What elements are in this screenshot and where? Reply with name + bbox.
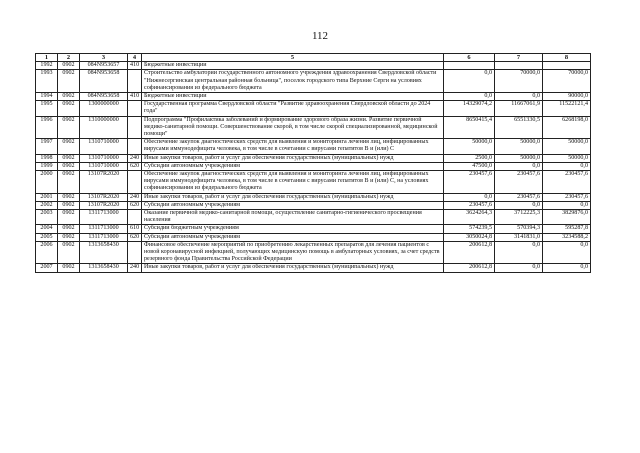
table-row [36, 154, 591, 162]
amount-year-2: 0,0 [495, 201, 543, 209]
target-article-code: 13107R2020 [80, 171, 128, 194]
section-code: 0902 [58, 101, 80, 116]
row-number: 2003 [36, 210, 58, 225]
row-number: 2004 [36, 225, 58, 233]
row-number: 2005 [36, 233, 58, 241]
row-name: Субсидии автономным учреждениям [142, 162, 444, 170]
amount-year-2: 11667061,9 [495, 101, 543, 116]
section-code: 0902 [58, 62, 80, 70]
amount-year-1: 230457,6 [444, 171, 495, 194]
amount-year-3: 90000,0 [543, 93, 591, 101]
table-row [36, 116, 591, 139]
amount-year-3: 0,0 [543, 264, 591, 272]
row-number: 1993 [36, 70, 58, 93]
amount-year-1: 574239,5 [444, 225, 495, 233]
amount-year-3: 3234588,2 [543, 233, 591, 241]
target-article-code: 1311713000 [80, 233, 128, 241]
amount-year-1: 0,0 [444, 70, 495, 93]
section-code: 0902 [58, 225, 80, 233]
row-number: 1999 [36, 162, 58, 170]
row-name: Государственная программа Свердловской области "Развитие здравоохранения Свердловской области до 2024 года" [142, 101, 444, 116]
amount-year-1: 3050024,8 [444, 233, 495, 241]
budget-table [35, 53, 591, 273]
amount-year-1: 0,0 [444, 93, 495, 101]
section-code: 0902 [58, 201, 80, 209]
row-number: 2002 [36, 201, 58, 209]
amount-year-2: 570394,3 [495, 225, 543, 233]
section-code: 0902 [58, 116, 80, 139]
amount-year-2: 0,0 [495, 241, 543, 264]
column-header: 4 [128, 54, 142, 62]
amount-year-1 [444, 62, 495, 70]
table-row [36, 193, 591, 201]
amount-year-3: 0,0 [543, 241, 591, 264]
column-header: 3 [80, 54, 128, 62]
section-code: 0902 [58, 162, 80, 170]
row-number: 2000 [36, 171, 58, 194]
section-code: 0902 [58, 193, 80, 201]
expense-type-code [128, 241, 142, 264]
expense-type-code [128, 101, 142, 116]
amount-year-2: 50000,0 [495, 139, 543, 154]
row-number: 1997 [36, 139, 58, 154]
amount-year-3: 230457,6 [543, 193, 591, 201]
row-name: Субсидии бюджетным учреждениям [142, 225, 444, 233]
target-article-code: 1310710000 [80, 162, 128, 170]
amount-year-3: 0,0 [543, 162, 591, 170]
amount-year-3: 50000,0 [543, 139, 591, 154]
table-row [36, 162, 591, 170]
table-row [36, 101, 591, 116]
amount-year-3: 70000,0 [543, 70, 591, 93]
row-number: 1995 [36, 101, 58, 116]
expense-type-code: 620 [128, 162, 142, 170]
table-row [36, 201, 591, 209]
column-header: 5 [142, 54, 444, 62]
target-article-code: 1311713000 [80, 225, 128, 233]
expense-type-code: 240 [128, 264, 142, 272]
column-header: 1 [36, 54, 58, 62]
section-code: 0902 [58, 154, 80, 162]
row-name: Строительство амбулатории государственного автономного учреждения здравоохранения Свердловской области "Нижнесергинская центральная районная больница", поселок городского типа Верхние Серги на условиях софинансирования из федерального бюджета [142, 70, 444, 93]
row-number: 1992 [36, 62, 58, 70]
target-article-code: 1313658430 [80, 241, 128, 264]
row-name: Иные закупки товаров, работ и услуг для обеспечения государственных (муниципальных) нужд [142, 264, 444, 272]
amount-year-2: 230457,6 [495, 171, 543, 194]
row-name: Обеспечение закупок диагностических средств для выявления и мониторинга лечения лиц, инфицированных вирусами иммунодефицита человека, в том числе в сочетании с вирусами гепатитов B и (или) C, на условиях софинансирования из федерального бюджета [142, 171, 444, 194]
row-name: Бюджетные инвестиции [142, 93, 444, 101]
expense-type-code: 620 [128, 233, 142, 241]
amount-year-2: 50000,0 [495, 154, 543, 162]
table-row [36, 210, 591, 225]
row-name: Бюджетные инвестиции [142, 62, 444, 70]
expense-type-code [128, 70, 142, 93]
section-code: 0902 [58, 233, 80, 241]
expense-type-code: 240 [128, 154, 142, 162]
amount-year-2: 70000,0 [495, 70, 543, 93]
table-row [36, 233, 591, 241]
amount-year-1: 230457,6 [444, 201, 495, 209]
row-name: Иные закупки товаров, работ и услуг для обеспечения государственных (муниципальных) нужд [142, 154, 444, 162]
target-article-code: 1310710000 [80, 154, 128, 162]
table-row [36, 171, 591, 194]
amount-year-3: 0,0 [543, 201, 591, 209]
table-row [36, 225, 591, 233]
amount-year-2: 0,0 [495, 264, 543, 272]
section-code: 0902 [58, 70, 80, 93]
column-header: 8 [543, 54, 591, 62]
amount-year-1: 0,0 [444, 193, 495, 201]
amount-year-2 [495, 62, 543, 70]
amount-year-2: 230457,6 [495, 193, 543, 201]
expense-type-code: 410 [128, 93, 142, 101]
expense-type-code [128, 139, 142, 154]
row-number: 1996 [36, 116, 58, 139]
table-row [36, 70, 591, 93]
row-name: Подпрограмма "Профилактика заболеваний и формирование здорового образа жизни. Развитие первичной медико-санитарной помощи. Совершенствование скорой, в том числе скорой специализированной, медицинской помощи" [142, 116, 444, 139]
target-article-code: 084N953658 [80, 93, 128, 101]
amount-year-3: 3829876,0 [543, 210, 591, 225]
expense-type-code: 620 [128, 201, 142, 209]
row-number: 1994 [36, 93, 58, 101]
row-number: 2007 [36, 264, 58, 272]
page-number: 112 [311, 30, 329, 42]
row-number: 2001 [36, 193, 58, 201]
section-code: 0902 [58, 171, 80, 194]
target-article-code: 1313658430 [80, 264, 128, 272]
amount-year-1: 200612,8 [444, 264, 495, 272]
row-name: Субсидии автономным учреждениям [142, 233, 444, 241]
target-article-code: 1311713000 [80, 210, 128, 225]
amount-year-1: 50000,0 [444, 139, 495, 154]
target-article-code: 13107R2020 [80, 201, 128, 209]
row-number: 1998 [36, 154, 58, 162]
row-name: Финансовое обеспечение мероприятий по приобретению лекарственных препаратов для лечения пациентов с новой коронавирусной инфекцией, получающих медицинскую помощь в амбулаторных условиях, за счет средств резервного фонда Правительства Российской Федерации [142, 241, 444, 264]
target-article-code: 1310710000 [80, 139, 128, 154]
amount-year-2: 6551330,5 [495, 116, 543, 139]
amount-year-3: 6268198,0 [543, 116, 591, 139]
expense-type-code: 240 [128, 193, 142, 201]
amount-year-3 [543, 62, 591, 70]
table-row [36, 139, 591, 154]
table-row [36, 264, 591, 272]
target-article-code: 084N953658 [80, 70, 128, 93]
section-code: 0902 [58, 264, 80, 272]
section-code: 0902 [58, 241, 80, 264]
amount-year-3: 11522121,4 [543, 101, 591, 116]
target-article-code: 1300000000 [80, 101, 128, 116]
amount-year-1: 2500,0 [444, 154, 495, 162]
amount-year-3: 230457,6 [543, 171, 591, 194]
row-name: Субсидии автономным учреждениям [142, 201, 444, 209]
amount-year-1: 8650415,4 [444, 116, 495, 139]
table-row [36, 93, 591, 101]
column-header: 6 [444, 54, 495, 62]
section-code: 0902 [58, 210, 80, 225]
amount-year-2: 0,0 [495, 162, 543, 170]
amount-year-1: 14329074,2 [444, 101, 495, 116]
expense-type-code [128, 116, 142, 139]
amount-year-1: 47500,0 [444, 162, 495, 170]
amount-year-2: 0,0 [495, 93, 543, 101]
table-row [36, 62, 591, 70]
expense-type-code [128, 210, 142, 225]
expense-type-code [128, 171, 142, 194]
row-name: Иные закупки товаров, работ и услуг для обеспечения государственных (муниципальных) нужд [142, 193, 444, 201]
table-body [36, 62, 591, 272]
amount-year-2: 3712225,3 [495, 210, 543, 225]
expense-type-code: 410 [128, 62, 142, 70]
expense-type-code: 610 [128, 225, 142, 233]
amount-year-3: 595287,8 [543, 225, 591, 233]
target-article-code: 13107R2020 [80, 193, 128, 201]
row-number: 2006 [36, 241, 58, 264]
row-name: Обеспечение закупок диагностических средств для выявления и мониторинга лечения лиц, инфицированных вирусами иммунодефицита человека, в том числе в сочетании с вирусами гепатитов B и (или) C [142, 139, 444, 154]
amount-year-1: 200612,8 [444, 241, 495, 264]
amount-year-1: 3624264,3 [444, 210, 495, 225]
column-header: 2 [58, 54, 80, 62]
target-article-code: 084N953657 [80, 62, 128, 70]
section-code: 0902 [58, 93, 80, 101]
row-name: Оказание первичной медико-санитарной помощи, осуществление санитарно-гигиенического просвещения населения [142, 210, 444, 225]
amount-year-3: 50000,0 [543, 154, 591, 162]
table-row [36, 241, 591, 264]
amount-year-2: 3141831,0 [495, 233, 543, 241]
column-header: 7 [495, 54, 543, 62]
section-code: 0902 [58, 139, 80, 154]
header-row [36, 54, 591, 62]
target-article-code: 1310000000 [80, 116, 128, 139]
